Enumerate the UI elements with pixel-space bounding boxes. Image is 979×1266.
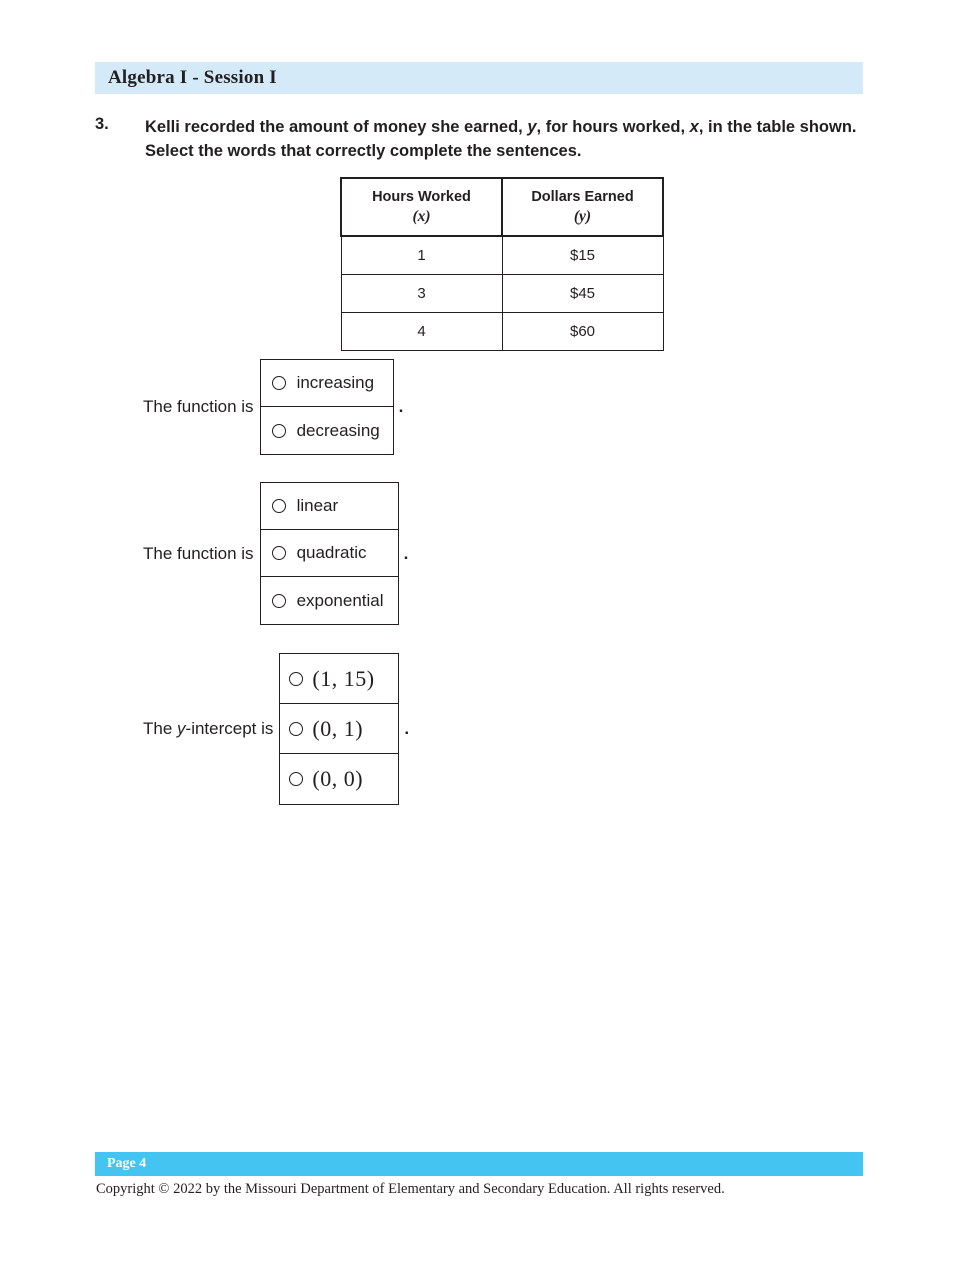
question-text-part2: , for hours worked,	[536, 118, 690, 136]
sentence-period: .	[398, 397, 404, 416]
question-text-part1: Kelli recorded the amount of money she earned,	[145, 118, 528, 136]
question-number: 3.	[95, 115, 109, 133]
radio-icon[interactable]	[272, 594, 286, 608]
page-number-label: Page 4	[107, 1156, 147, 1171]
table-header-row	[341, 178, 663, 236]
choice-option-linear[interactable]	[261, 483, 398, 530]
choice-box-direction	[260, 359, 394, 455]
radio-icon[interactable]	[272, 424, 286, 438]
cell-dollars: $45	[502, 275, 663, 313]
table-header-dollars-earned	[502, 178, 663, 236]
table-row	[341, 275, 663, 313]
sentence-group-function-type	[143, 482, 408, 625]
choice-label: increasing	[296, 373, 375, 392]
copyright-notice: Copyright © 2022 by the Missouri Department of Elementary and Secondary Education. All rights reserved.	[96, 1181, 725, 1197]
choice-option-increasing[interactable]	[261, 360, 393, 407]
question-text-part3: , in the table shown. Select the words that correctly complete the sentences.	[145, 118, 857, 160]
choice-option-decreasing[interactable]	[261, 407, 393, 454]
radio-icon[interactable]	[272, 376, 286, 390]
question-text	[145, 115, 860, 163]
sentence-group-direction	[143, 359, 403, 455]
radio-icon[interactable]	[289, 772, 303, 786]
choice-label: exponential	[296, 590, 384, 610]
question-var-x: x	[689, 118, 699, 136]
choice-label: (0, 1)	[312, 715, 364, 741]
choice-label: (1, 15)	[312, 665, 375, 691]
choice-label: quadratic	[296, 543, 367, 562]
table-row	[341, 313, 663, 351]
sentence-label-y-intercept	[143, 719, 279, 739]
choice-label: decreasing	[296, 420, 380, 440]
cell-dollars: $60	[502, 313, 663, 351]
choice-option-point-0-0[interactable]	[280, 754, 398, 804]
radio-icon[interactable]	[289, 722, 303, 736]
cell-hours: 4	[341, 313, 502, 351]
sentence-period: .	[404, 719, 410, 738]
sentence-label-direction: The function is	[143, 397, 254, 416]
question-var-y: y	[527, 118, 537, 136]
choice-option-point-1-15[interactable]	[280, 654, 398, 704]
table-header-dollars-variable: (y)	[573, 207, 592, 225]
choice-label: linear	[296, 496, 339, 515]
sentence-group-y-intercept	[143, 653, 409, 805]
choice-option-point-0-1[interactable]	[280, 704, 398, 754]
choice-option-exponential[interactable]	[261, 577, 398, 624]
cell-hours: 1	[341, 236, 502, 275]
table-header-dollars-label: Dollars Earned	[531, 188, 634, 205]
radio-icon[interactable]	[272, 499, 286, 513]
table-header-hours-variable: (x)	[412, 207, 431, 225]
choice-label: (0, 0)	[312, 766, 364, 791]
sentence-period: .	[403, 543, 409, 563]
choice-box-function-type	[260, 482, 399, 625]
cell-hours: 3	[341, 275, 502, 313]
sentence-label-function-type: The function is	[143, 543, 254, 563]
sentence-label-variable-y: y	[177, 719, 186, 738]
sentence-label-tail: -intercept is	[185, 719, 274, 738]
table-header-hours-label: Hours Worked	[372, 188, 471, 205]
session-title: Algebra I - Session I	[108, 67, 277, 88]
radio-icon[interactable]	[289, 672, 303, 686]
choice-option-quadratic[interactable]	[261, 530, 398, 577]
table-header-hours-worked	[341, 178, 502, 236]
choice-box-y-intercept	[279, 653, 399, 805]
radio-icon[interactable]	[272, 546, 286, 560]
footer-band	[95, 1152, 863, 1176]
table-row	[341, 236, 663, 275]
sentence-label-lead: The	[143, 719, 178, 738]
session-header-band	[95, 62, 863, 94]
cell-dollars: $15	[502, 236, 663, 275]
earnings-table	[340, 177, 664, 351]
